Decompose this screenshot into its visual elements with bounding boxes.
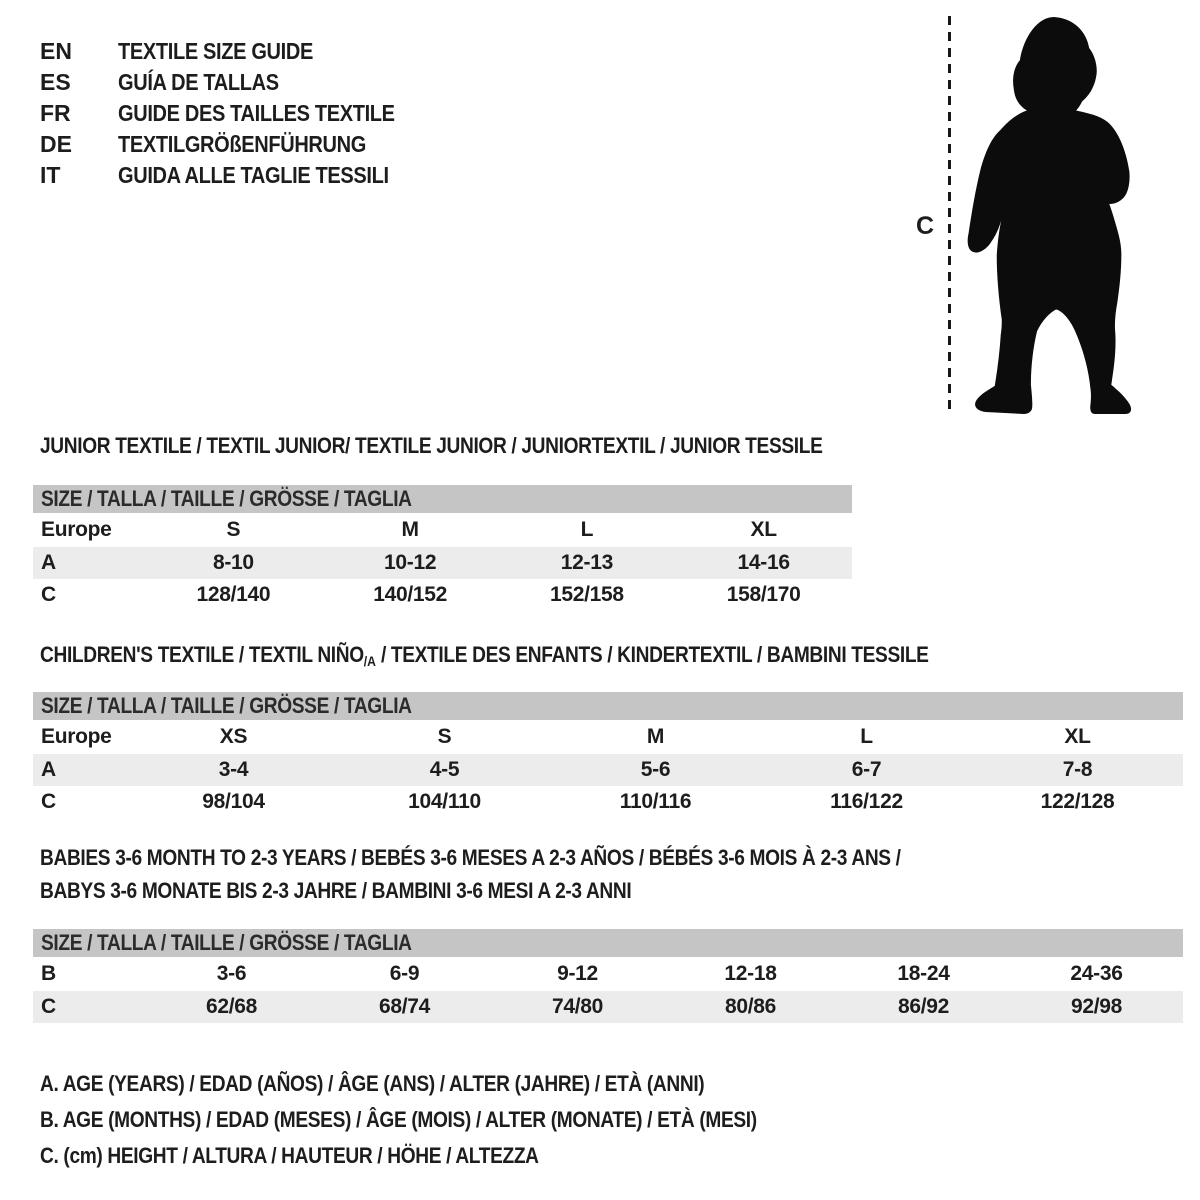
row-label: Europe bbox=[41, 725, 112, 748]
cell: 9-12 bbox=[557, 962, 598, 985]
junior-section-title-text: JUNIOR TEXTILE / TEXTIL JUNIOR/ TEXTILE JUNIOR / JUNIORTEXTIL / JUNIOR TESSILE bbox=[40, 433, 823, 458]
row-label: C bbox=[41, 995, 56, 1018]
language-row-fr bbox=[40, 98, 436, 129]
cell: 62/68 bbox=[205, 995, 258, 1018]
language-row-it bbox=[40, 160, 436, 191]
row-label: C bbox=[41, 790, 56, 813]
cell: 3-4 bbox=[218, 758, 249, 781]
babies-section-title bbox=[40, 841, 1029, 907]
cell: 104/110 bbox=[408, 790, 481, 813]
cell: 158/170 bbox=[726, 583, 801, 606]
cell: XL bbox=[1064, 725, 1091, 748]
legend-line-c-text: C. (cm) HEIGHT / ALTURA / HAUTEUR / HÖHE / ALTEZZA bbox=[40, 1143, 539, 1168]
height-measure-label: C bbox=[916, 212, 935, 240]
table-row-age-months bbox=[33, 957, 1183, 991]
cell: 98/104 bbox=[202, 790, 265, 813]
cell: M bbox=[401, 518, 419, 541]
cell: 122/128 bbox=[1040, 790, 1115, 813]
legend-line-b-text: B. AGE (MONTHS) / EDAD (MESES) / ÂGE (MOIS) / ALTER (MONATE) / ETÀ (MESI) bbox=[40, 1107, 757, 1132]
legend-line-a bbox=[40, 1066, 864, 1102]
row-label: C bbox=[41, 583, 56, 606]
children-size-table bbox=[33, 692, 1183, 818]
cell: 8-10 bbox=[212, 551, 254, 574]
cell: 116/122 bbox=[830, 790, 903, 813]
language-row-es bbox=[40, 67, 436, 98]
cell: 3-6 bbox=[216, 962, 247, 985]
language-code: FR bbox=[40, 100, 71, 126]
row-label: A bbox=[41, 551, 56, 574]
cell: 14-16 bbox=[737, 551, 790, 574]
table-row-europe bbox=[33, 720, 1183, 754]
guide-title-en: TEXTILE SIZE GUIDE bbox=[118, 38, 313, 64]
children-section-title bbox=[40, 642, 1061, 669]
language-title-list bbox=[40, 36, 436, 191]
cell: 10-12 bbox=[384, 551, 437, 574]
cell: XL bbox=[750, 518, 777, 541]
cell: S bbox=[437, 725, 452, 748]
row-label: B bbox=[41, 962, 56, 985]
cell: S bbox=[226, 518, 241, 541]
cell: 5-6 bbox=[640, 758, 671, 781]
size-header-bar bbox=[33, 692, 1183, 720]
size-header-text: SIZE / TALLA / TAILLE / GRÖSSE / TAGLIA bbox=[41, 930, 412, 955]
table-row-age-years bbox=[33, 547, 852, 579]
children-section-title-text bbox=[40, 642, 929, 669]
cell: 92/98 bbox=[1070, 995, 1123, 1018]
babies-size-table bbox=[33, 929, 1183, 1023]
language-row-en bbox=[40, 36, 436, 67]
measure-legend bbox=[40, 1066, 864, 1174]
baby-silhouette-image bbox=[963, 16, 1135, 418]
cell: 24-36 bbox=[1070, 962, 1123, 985]
language-code: EN bbox=[40, 38, 72, 64]
cell: 6-9 bbox=[389, 962, 420, 985]
cell: L bbox=[580, 518, 594, 541]
table-row-height bbox=[33, 579, 852, 611]
cell: L bbox=[860, 725, 873, 748]
junior-section-title bbox=[40, 433, 939, 459]
cell: 80/86 bbox=[724, 995, 777, 1018]
language-code: ES bbox=[40, 69, 71, 95]
cell: 74/80 bbox=[551, 995, 604, 1018]
table-row-height bbox=[33, 786, 1183, 818]
cell: 6-7 bbox=[851, 758, 882, 781]
table-row-age-years bbox=[33, 754, 1183, 786]
table-row-europe bbox=[33, 513, 852, 547]
children-title-sub: /A bbox=[363, 653, 376, 669]
cell: 12-13 bbox=[560, 551, 613, 574]
guide-title-es: GUÍA DE TALLAS bbox=[118, 69, 279, 95]
cell: 86/92 bbox=[897, 995, 950, 1018]
cell: M bbox=[646, 725, 665, 748]
size-header-bar bbox=[33, 485, 852, 513]
babies-title-line1: BABIES 3-6 MONTH TO 2-3 YEARS / BEBÉS 3-6 MESES A 2-3 AÑOS / BÉBÉS 3-6 MOIS À 2-3 ANS / bbox=[40, 845, 901, 870]
junior-size-table bbox=[33, 485, 852, 611]
guide-title-de: TEXTILGRÖßENFÜHRUNG bbox=[118, 131, 366, 157]
guide-title-it: GUIDA ALLE TAGLIE TESSILI bbox=[118, 162, 389, 188]
guide-title-fr: GUIDE DES TAILLES TEXTILE bbox=[118, 100, 395, 126]
legend-line-a-text: A. AGE (YEARS) / EDAD (AÑOS) / ÂGE (ANS) / ALTER (JAHRE) / ETÀ (ANNI) bbox=[40, 1071, 705, 1096]
children-title-main: CHILDREN'S TEXTILE / TEXTIL NIÑO bbox=[40, 642, 364, 667]
language-code: IT bbox=[40, 162, 61, 188]
legend-line-b bbox=[40, 1102, 864, 1138]
language-code: DE bbox=[40, 131, 72, 157]
height-dashed-line bbox=[948, 16, 951, 416]
cell: 7-8 bbox=[1062, 758, 1093, 781]
row-label: Europe bbox=[41, 518, 112, 541]
babies-title-line2: BABYS 3-6 MONATE BIS 2-3 JAHRE / BAMBINI 3-6 MESI A 2-3 ANNI bbox=[40, 878, 632, 903]
cell: 68/74 bbox=[378, 995, 431, 1018]
legend-line-c bbox=[40, 1138, 864, 1174]
table-row-height bbox=[33, 991, 1183, 1023]
cell: 18-24 bbox=[897, 962, 950, 985]
size-header-bar bbox=[33, 929, 1183, 957]
language-row-de bbox=[40, 129, 436, 160]
cell: 152/158 bbox=[549, 583, 624, 606]
row-label: A bbox=[41, 758, 56, 781]
cell: 12-18 bbox=[724, 962, 777, 985]
size-header-text: SIZE / TALLA / TAILLE / GRÖSSE / TAGLIA bbox=[41, 693, 412, 718]
cell: XS bbox=[219, 725, 248, 748]
cell: 110/116 bbox=[619, 790, 692, 813]
children-title-rest: / TEXTILE DES ENFANTS / KINDERTEXTIL / BAMBINI TESSILE bbox=[375, 642, 929, 667]
cell: 128/140 bbox=[196, 583, 271, 606]
size-header-text: SIZE / TALLA / TAILLE / GRÖSSE / TAGLIA bbox=[41, 486, 412, 511]
cell: 140/152 bbox=[373, 583, 448, 606]
cell: 4-5 bbox=[429, 758, 460, 781]
